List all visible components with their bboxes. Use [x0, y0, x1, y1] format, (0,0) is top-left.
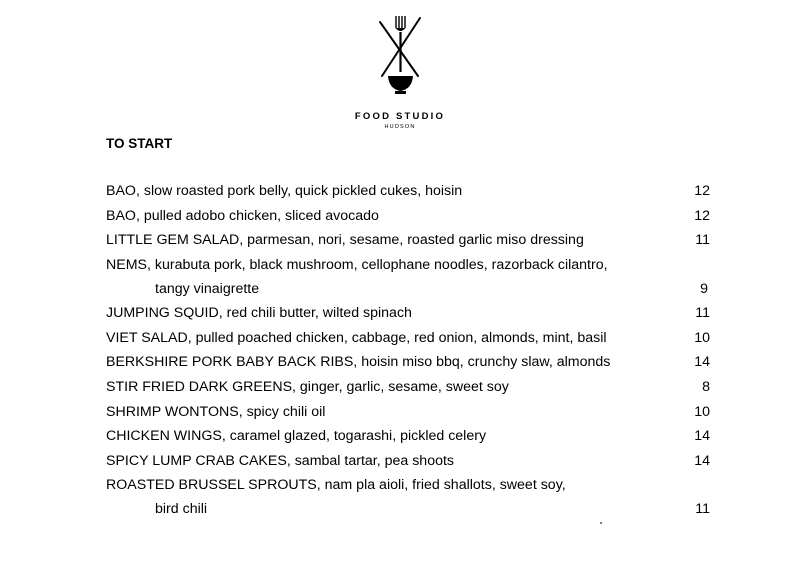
menu-item-price: 14: [694, 354, 710, 370]
menu-item-price: 12: [694, 208, 710, 224]
menu-item-text: SHRIMP WONTONS, spicy chili oil: [106, 404, 326, 420]
menu-item-price: 10: [694, 330, 710, 346]
section-title: TO START: [106, 136, 173, 151]
scan-speck: [600, 522, 602, 524]
brand-name: FOOD STUDIO: [354, 111, 446, 122]
menu-item-text: ROASTED BRUSSEL SPROUTS, nam pla aioli, fried shallots, sweet soy,: [106, 477, 566, 493]
menu-item-price: 11: [695, 501, 710, 517]
menu-item-price: 10: [694, 404, 710, 420]
menu-item-continuation: tangy vinaigrette: [155, 281, 260, 297]
menu-item-text: STIR FRIED DARK GREENS, ginger, garlic, sesame, sweet soy: [106, 379, 509, 395]
menu-item-price: 12: [694, 183, 710, 199]
menu-item-text: JUMPING SQUID, red chili butter, wilted spinach: [106, 305, 412, 321]
menu-item-price: 14: [694, 428, 710, 444]
menu-item-price: 8: [702, 379, 710, 395]
menu-item-text: BERKSHIRE PORK BABY BACK RIBS, hoisin miso bbq, crunchy slaw, almonds: [106, 354, 611, 370]
brand-location: HUDSON: [384, 124, 416, 130]
menu-item-price: 11: [695, 232, 710, 248]
menu-item-text: NEMS, kurabuta pork, black mushroom, cellophane noodles, razorback cilantro,: [106, 257, 608, 273]
menu-item-continuation: bird chili: [155, 501, 208, 517]
menu-item-text: BAO, slow roasted pork belly, quick pickled cukes, hoisin: [106, 183, 463, 199]
menu-item-text: SPICY LUMP CRAB CAKES, sambal tartar, pea shoots: [106, 453, 455, 469]
menu-item-price: 14: [694, 453, 710, 469]
menu-item-text: BAO, pulled adobo chicken, sliced avocado: [106, 208, 379, 224]
menu-item-price: 11: [695, 305, 710, 321]
menu-item-text: LITTLE GEM SALAD, parmesan, nori, sesame, roasted garlic miso dressing: [106, 232, 584, 248]
menu-item-text: VIET SALAD, pulled poached chicken, cabbage, red onion, almonds, mint, basil: [106, 330, 607, 346]
menu-item-price: 9: [700, 281, 708, 297]
menu-item-text: CHICKEN WINGS, caramel glazed, togarashi, pickled celery: [106, 428, 487, 444]
